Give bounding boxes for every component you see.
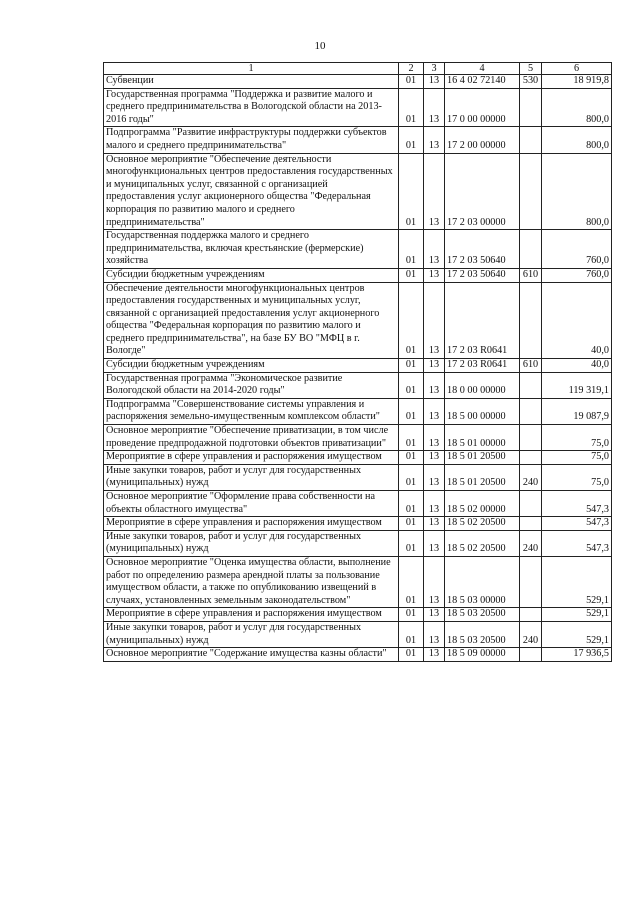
row-c3-cell: 13	[424, 88, 445, 127]
row-c3-cell: 13	[424, 556, 445, 607]
row-name-cell: Государственная программа "Поддержка и развитие малого и среднего предпринимательства в Вологодской области на 2013-2016 годы"	[104, 88, 399, 127]
row-c5-cell	[520, 127, 542, 153]
row-c5-cell: 240	[520, 530, 542, 556]
row-c2-cell: 01	[399, 451, 424, 465]
row-c5-cell	[520, 372, 542, 398]
row-c4-cell: 17 2 03 R0641	[445, 359, 520, 373]
row-c3-cell: 13	[424, 621, 445, 647]
row-c5-cell	[520, 517, 542, 531]
row-c3-cell: 13	[424, 517, 445, 531]
row-c6-cell: 19 087,9	[542, 398, 612, 424]
row-c2-cell: 01	[399, 230, 424, 269]
row-c4-cell: 18 5 00 00000	[445, 398, 520, 424]
row-c2-cell: 01	[399, 282, 424, 359]
row-c2-cell: 01	[399, 153, 424, 230]
row-c6-cell: 75,0	[542, 425, 612, 451]
row-c6-cell: 17 936,5	[542, 648, 612, 662]
row-c6-cell: 760,0	[542, 230, 612, 269]
row-c6-cell: 800,0	[542, 153, 612, 230]
row-c6-cell: 547,3	[542, 517, 612, 531]
row-c5-cell	[520, 425, 542, 451]
column-header-2: 2	[399, 63, 424, 75]
row-c3-cell: 13	[424, 451, 445, 465]
column-header-1: 1	[104, 63, 399, 75]
table-row	[104, 372, 612, 398]
table-header	[104, 63, 612, 75]
row-c5-cell: 610	[520, 268, 542, 282]
row-c6-cell: 119 319,1	[542, 372, 612, 398]
row-c2-cell: 01	[399, 75, 424, 89]
row-c6-cell: 800,0	[542, 88, 612, 127]
row-c2-cell: 01	[399, 268, 424, 282]
row-c4-cell: 18 5 02 00000	[445, 491, 520, 517]
row-c5-cell	[520, 398, 542, 424]
row-c2-cell: 01	[399, 359, 424, 373]
row-c4-cell: 17 0 00 00000	[445, 88, 520, 127]
table-row	[104, 398, 612, 424]
row-c6-cell: 75,0	[542, 451, 612, 465]
row-c5-cell: 240	[520, 464, 542, 490]
row-c2-cell: 01	[399, 372, 424, 398]
row-name-cell: Субсидии бюджетным учреждениям	[104, 268, 399, 282]
table-row	[104, 75, 612, 89]
row-c2-cell: 01	[399, 621, 424, 647]
row-name-cell: Основное мероприятие "Обеспечение приватизации, в том числе проведение предпродажной подготовки объектов приватизации"	[104, 425, 399, 451]
row-c3-cell: 13	[424, 359, 445, 373]
table-row	[104, 556, 612, 607]
row-c3-cell: 13	[424, 75, 445, 89]
row-c5-cell: 240	[520, 621, 542, 647]
row-c5-cell	[520, 556, 542, 607]
row-c4-cell: 18 5 03 20500	[445, 621, 520, 647]
row-c3-cell: 13	[424, 230, 445, 269]
row-name-cell: Государственная программа "Экономическое развитие Вологодской области на 2014-2020 годы"	[104, 372, 399, 398]
row-c6-cell: 800,0	[542, 127, 612, 153]
row-c6-cell: 529,1	[542, 621, 612, 647]
table-row	[104, 425, 612, 451]
row-c6-cell: 760,0	[542, 268, 612, 282]
row-c2-cell: 01	[399, 491, 424, 517]
row-c6-cell: 75,0	[542, 464, 612, 490]
row-c2-cell: 01	[399, 398, 424, 424]
row-c3-cell: 13	[424, 268, 445, 282]
row-name-cell: Субсидии бюджетным учреждениям	[104, 359, 399, 373]
row-c4-cell: 18 5 02 20500	[445, 530, 520, 556]
row-c6-cell: 547,3	[542, 491, 612, 517]
row-c2-cell: 01	[399, 127, 424, 153]
row-c4-cell: 16 4 02 72140	[445, 75, 520, 89]
row-c4-cell: 18 5 01 20500	[445, 464, 520, 490]
table-row	[104, 608, 612, 622]
row-c6-cell: 529,1	[542, 556, 612, 607]
table-row	[104, 88, 612, 127]
row-name-cell: Основное мероприятие "Обеспечение деятельности многофункциональных центров предоставления государственных и муниципальных услуг, связанной с организацией предоставления услуг акционерного общества "Федеральная корпорация по развитию малого и среднего предпринимательства"	[104, 153, 399, 230]
column-header-5: 5	[520, 63, 542, 75]
row-c5-cell	[520, 88, 542, 127]
row-name-cell: Иные закупки товаров, работ и услуг для государственных (муниципальных) нужд	[104, 464, 399, 490]
row-c4-cell: 18 5 01 00000	[445, 425, 520, 451]
row-name-cell: Иные закупки товаров, работ и услуг для государственных (муниципальных) нужд	[104, 530, 399, 556]
row-c2-cell: 01	[399, 464, 424, 490]
row-c2-cell: 01	[399, 517, 424, 531]
table-body	[104, 75, 612, 662]
row-name-cell: Основное мероприятие "Содержание имущества казны области"	[104, 648, 399, 662]
row-c3-cell: 13	[424, 648, 445, 662]
column-header-6: 6	[542, 63, 612, 75]
row-c5-cell: 610	[520, 359, 542, 373]
row-c4-cell: 18 5 02 20500	[445, 517, 520, 531]
header-row	[104, 63, 612, 75]
row-c5-cell	[520, 153, 542, 230]
column-header-3: 3	[424, 63, 445, 75]
row-c3-cell: 13	[424, 425, 445, 451]
row-c6-cell: 18 919,8	[542, 75, 612, 89]
row-name-cell: Субвенции	[104, 75, 399, 89]
row-name-cell: Государственная поддержка малого и среднего предпринимательства, включая крестьянские (фермерские) хозяйства	[104, 230, 399, 269]
table-row	[104, 451, 612, 465]
row-c4-cell: 18 0 00 00000	[445, 372, 520, 398]
row-c4-cell: 17 2 03 50640	[445, 268, 520, 282]
row-name-cell: Основное мероприятие "Оформление права собственности на объекты областного имущества"	[104, 491, 399, 517]
table-row	[104, 464, 612, 490]
row-c5-cell	[520, 230, 542, 269]
row-c2-cell: 01	[399, 648, 424, 662]
table-row	[104, 127, 612, 153]
row-c3-cell: 13	[424, 372, 445, 398]
row-c4-cell: 18 5 03 20500	[445, 608, 520, 622]
row-c6-cell: 529,1	[542, 608, 612, 622]
row-name-cell: Основное мероприятие "Оценка имущества области, выполнение работ по определению размера арендной платы за пользование имуществом области, а также по опубликованию извещений в случаях, установленных земельным законодательством"	[104, 556, 399, 607]
row-c5-cell	[520, 282, 542, 359]
row-name-cell: Иные закупки товаров, работ и услуг для государственных (муниципальных) нужд	[104, 621, 399, 647]
row-c2-cell: 01	[399, 556, 424, 607]
row-c5-cell	[520, 451, 542, 465]
table-row	[104, 282, 612, 359]
table-row	[104, 268, 612, 282]
row-name-cell: Мероприятие в сфере управления и распоряжения имуществом	[104, 451, 399, 465]
row-name-cell: Мероприятие в сфере управления и распоряжения имуществом	[104, 517, 399, 531]
row-c6-cell: 40,0	[542, 359, 612, 373]
table-row	[104, 230, 612, 269]
row-c3-cell: 13	[424, 491, 445, 517]
row-c4-cell: 17 2 03 00000	[445, 153, 520, 230]
table-row	[104, 648, 612, 662]
row-c5-cell	[520, 491, 542, 517]
row-name-cell: Обеспечение деятельности многофункциональных центров предоставления государственных и муниципальных услуг, связанной с организацией предоставления услуг акционерного общества "Федеральная корпорация по развитию малого и среднего предпринимательства", на базе БУ ВО "МФЦ в г. Вологде"	[104, 282, 399, 359]
page-number: 10	[314, 40, 326, 52]
row-c5-cell	[520, 608, 542, 622]
row-c3-cell: 13	[424, 127, 445, 153]
table-row	[104, 153, 612, 230]
budget-table	[103, 62, 612, 662]
row-c2-cell: 01	[399, 608, 424, 622]
row-c4-cell: 17 2 03 50640	[445, 230, 520, 269]
table-row	[104, 359, 612, 373]
table-row	[104, 530, 612, 556]
row-name-cell: Мероприятие в сфере управления и распоряжения имуществом	[104, 608, 399, 622]
table-row	[104, 517, 612, 531]
row-c3-cell: 13	[424, 608, 445, 622]
row-name-cell: Подпрограмма "Развитие инфраструктуры поддержки субъектов малого и среднего предпринимательства"	[104, 127, 399, 153]
row-c5-cell	[520, 648, 542, 662]
row-c4-cell: 17 2 00 00000	[445, 127, 520, 153]
row-c4-cell: 18 5 01 20500	[445, 451, 520, 465]
row-c3-cell: 13	[424, 530, 445, 556]
row-c6-cell: 547,3	[542, 530, 612, 556]
row-c4-cell: 17 2 03 R0641	[445, 282, 520, 359]
row-c3-cell: 13	[424, 153, 445, 230]
table-row	[104, 491, 612, 517]
table-row	[104, 621, 612, 647]
row-c3-cell: 13	[424, 282, 445, 359]
row-c3-cell: 13	[424, 398, 445, 424]
row-c2-cell: 01	[399, 425, 424, 451]
row-c4-cell: 18 5 03 00000	[445, 556, 520, 607]
row-name-cell: Подпрограмма "Совершенствование системы управления и распоряжения земельно-имущественным комплексом области"	[104, 398, 399, 424]
row-c2-cell: 01	[399, 88, 424, 127]
row-c6-cell: 40,0	[542, 282, 612, 359]
row-c3-cell: 13	[424, 464, 445, 490]
column-header-4: 4	[445, 63, 520, 75]
row-c4-cell: 18 5 09 00000	[445, 648, 520, 662]
row-c2-cell: 01	[399, 530, 424, 556]
row-c5-cell: 530	[520, 75, 542, 89]
